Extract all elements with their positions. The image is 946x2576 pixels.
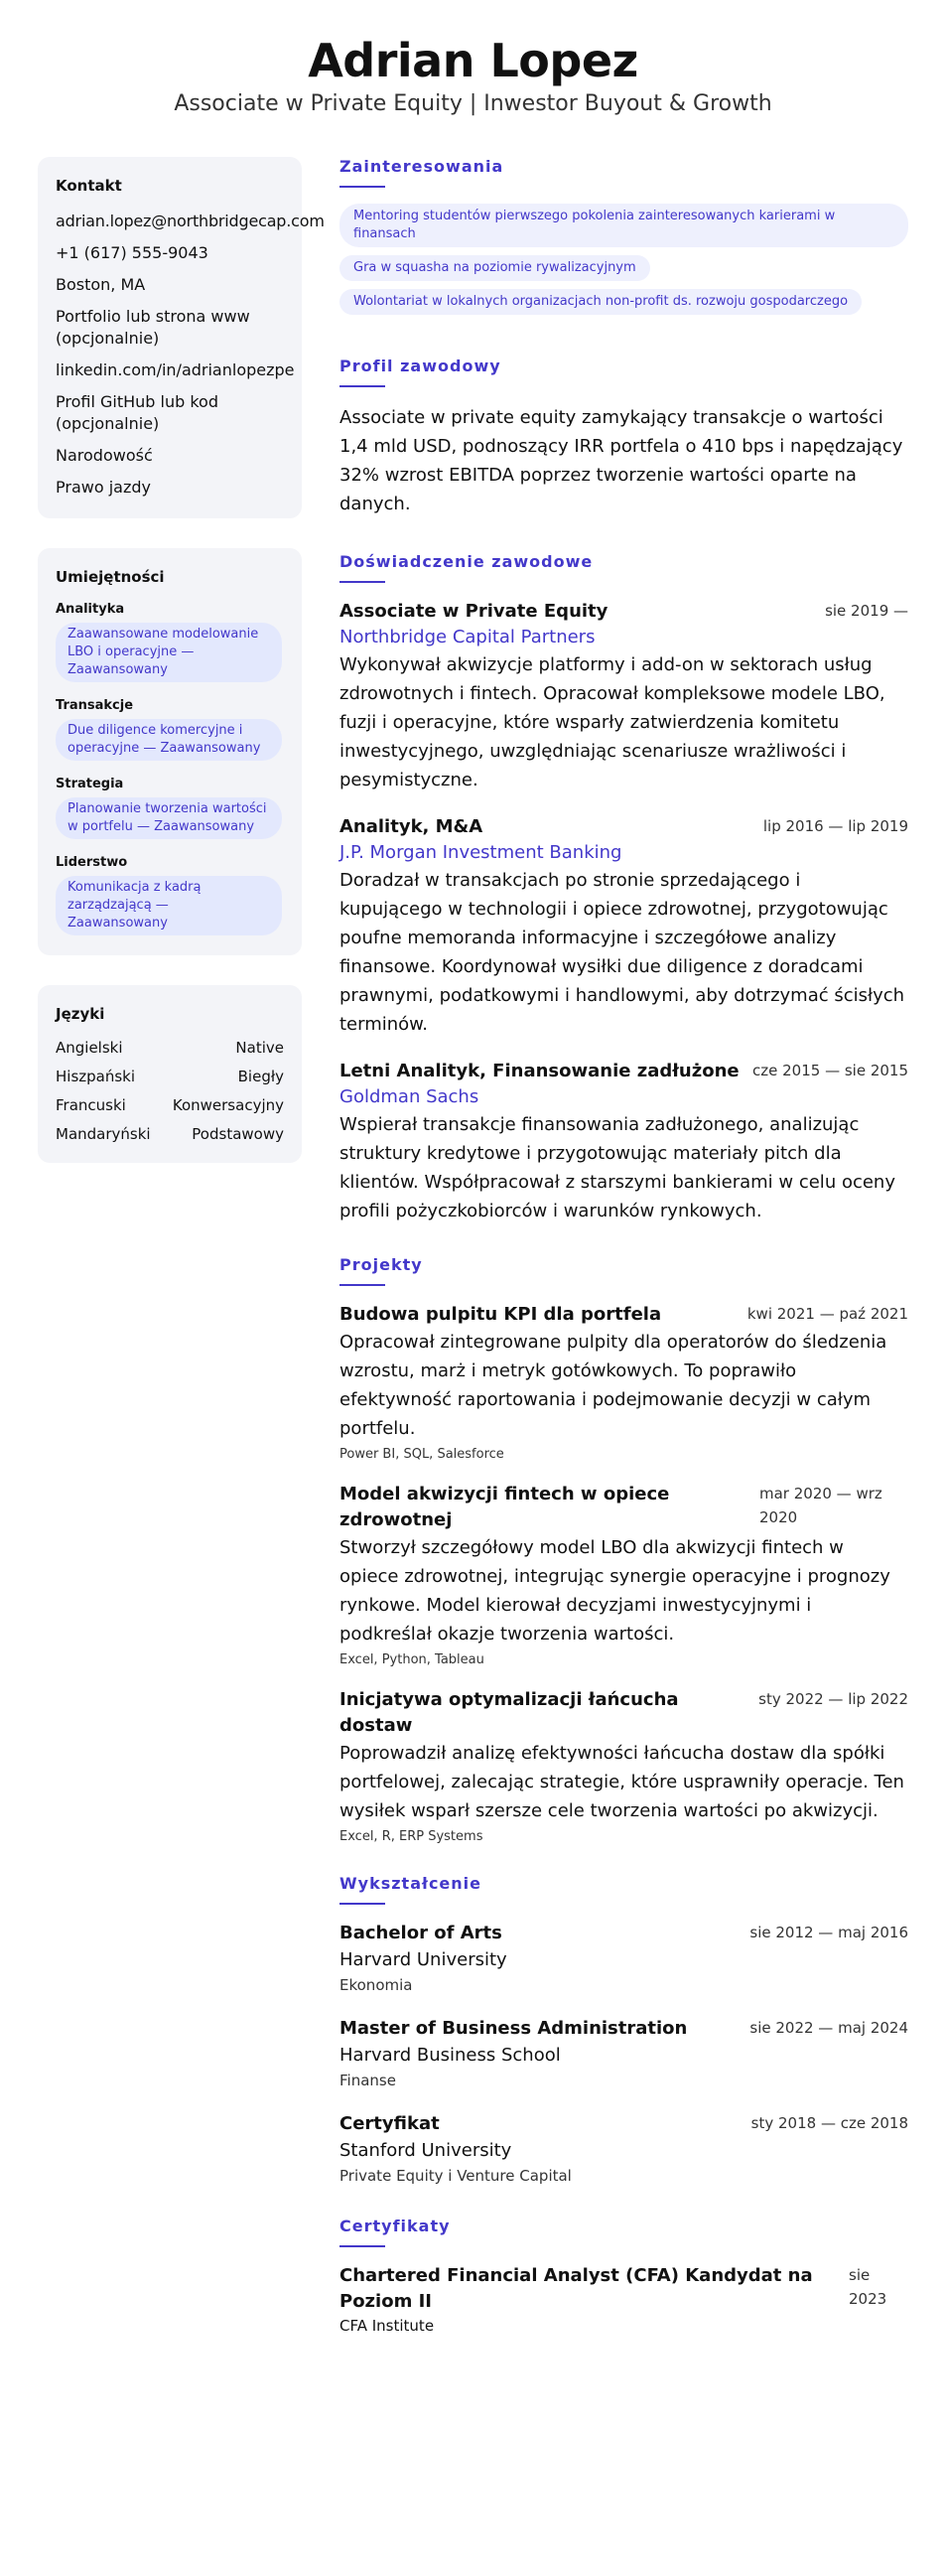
project-title: Budowa pulpitu KPI dla portfela xyxy=(339,1304,662,1325)
project-tech: Excel, R, ERP Systems xyxy=(339,1829,483,1844)
language-row xyxy=(56,1125,284,1143)
contact-email[interactable]: adrian.lopez@northbridgecap.com xyxy=(56,212,325,230)
contact-portfolio: Portfolio lub strona www (opcjonalnie) xyxy=(56,307,250,348)
skill-pill: Planowanie tworzenia wartości w portfelu — Zaawansowany xyxy=(56,797,282,839)
project-description: Stworzył szczegółowy model LBO dla akwizycji fintech w opiece zdrowotnej, integrując synergie operacyjne i prognozy rynkowe. Model kierował decyzjami inwestycyjnymi i podkreślał okazje tworzenia wartości. xyxy=(339,1537,890,1645)
section-title: Zainteresowania xyxy=(339,157,504,176)
candidate-name: Adrian Lopez xyxy=(308,34,638,87)
education-section xyxy=(339,1874,908,2187)
skill-pill: Komunikacja z kadrą zarządzającą — Zaawansowany xyxy=(56,876,282,935)
section-divider xyxy=(339,385,385,387)
section-title: Profil zawodowy xyxy=(339,357,501,375)
languages-card xyxy=(38,985,302,1163)
skill-pill: Due diligence komercyjne i operacyjne — Zaawansowany xyxy=(56,719,282,761)
degree-title: Bachelor of Arts xyxy=(339,1923,502,1943)
candidate-headline: Associate w Private Equity | Inwestor Buyout & Growth xyxy=(174,91,772,116)
language-level: Biegły xyxy=(237,1068,284,1085)
language-level: Konwersacyjny xyxy=(172,1096,284,1114)
skill-group xyxy=(56,698,284,761)
company-name: J.P. Morgan Investment Banking xyxy=(339,842,622,863)
language-name: Francuski xyxy=(56,1096,126,1114)
skills-title: Umiejętności xyxy=(56,568,165,586)
project-date: sty 2022 — lip 2022 xyxy=(758,1690,908,1708)
contact-github: Profil GitHub lub kod (opcjonalnie) xyxy=(56,392,218,433)
job-description: Wykonywał akwizycje platformy i add-on w sektorach usług zdrowotnych i fintech. Opracował kompleksowe modele LBO, fuzji i operacyjne, które wsparły zatwierdzenia komitetu inwestycyjnego, uwzględniając scenariusze wrażliwości i pesymistyczne. xyxy=(339,654,885,790)
field-of-study: Ekonomia xyxy=(339,1976,413,1994)
certification-name: Chartered Financial Analyst (CFA) Kandydat na Poziom II xyxy=(339,2265,813,2312)
contact-nationality: Narodowość xyxy=(56,446,153,465)
section-title: Projekty xyxy=(339,1255,423,1274)
project-date: mar 2020 — wrz 2020 xyxy=(759,1485,882,1526)
profile-section xyxy=(339,357,908,518)
project-tech: Excel, Python, Tableau xyxy=(339,1652,484,1667)
section-divider xyxy=(339,2245,385,2247)
project-entry xyxy=(339,1687,908,1844)
project-description: Poprowadził analizę efektywności łańcucha dostaw dla spółki portfelowej, zalecając strategie, które usprawniły operacje. Ten wysiłek wsparł szersze cele tworzenia wartości po akwizycji. xyxy=(339,1743,904,1821)
education-date: sie 2022 — maj 2024 xyxy=(749,2019,908,2037)
skill-category: Strategia xyxy=(56,777,124,791)
experience-section xyxy=(339,552,908,1225)
project-entry xyxy=(339,1482,908,1667)
job-description: Doradzał w transakcjach po stronie sprzedającego i kupującego w technologii i opiece zdrowotnej, przygotowując poufne memoranda informacyjne i szczegółowe analizy finansowe. Koordynował wysiłki due diligence z doradcami prawnymi, podatkowymi i handlowymi, aby dotrzymać ścisłych terminów. xyxy=(339,870,905,1035)
project-entry xyxy=(339,1302,908,1462)
language-row xyxy=(56,1096,284,1114)
resume-header xyxy=(0,0,946,116)
languages-title: Języki xyxy=(56,1005,105,1023)
job-title: Analityk, M&A xyxy=(339,816,483,837)
contact-license: Prawo jazdy xyxy=(56,478,151,497)
education-entry xyxy=(339,2016,908,2091)
projects-section xyxy=(339,1255,908,1844)
section-divider xyxy=(339,186,385,188)
education-entry xyxy=(339,2111,908,2187)
project-title: Model akwizycji fintech w opiece zdrowotnej xyxy=(339,1484,670,1530)
skill-group xyxy=(56,777,284,839)
project-title: Inicjatywa optymalizacji łańcucha dostaw xyxy=(339,1689,679,1736)
education-date: sie 2012 — maj 2016 xyxy=(749,1924,908,1941)
field-of-study: Private Equity i Venture Capital xyxy=(339,2167,572,2185)
language-name: Mandaryński xyxy=(56,1125,151,1143)
company-name: Northbridge Capital Partners xyxy=(339,627,596,647)
school-name: Stanford University xyxy=(339,2140,512,2161)
skill-category: Liderstwo xyxy=(56,855,128,870)
degree-title: Master of Business Administration xyxy=(339,2018,688,2039)
skills-card xyxy=(38,548,302,955)
certifications-section xyxy=(339,2217,908,2337)
contact-phone[interactable]: +1 (617) 555-9043 xyxy=(56,243,208,262)
section-divider xyxy=(339,581,385,583)
section-title: Certyfikaty xyxy=(339,2217,451,2235)
company-name: Goldman Sachs xyxy=(339,1086,479,1107)
language-row xyxy=(56,1039,284,1057)
school-name: Harvard University xyxy=(339,1949,507,1970)
sidebar xyxy=(38,157,325,2372)
certification-issuer: CFA Institute xyxy=(339,2317,435,2335)
skill-pill: Zaawansowane modelowanie LBO i operacyjne — Zaawansowany xyxy=(56,623,282,682)
section-title: Doświadczenie zawodowe xyxy=(339,552,594,571)
skill-category: Transakcje xyxy=(56,698,134,713)
interest-tag: Mentoring studentów pierwszego pokolenia zainteresowanych karierami w finansach xyxy=(339,204,908,247)
certification-date: sie 2023 xyxy=(849,2266,887,2308)
section-divider xyxy=(339,1903,385,1905)
job-title: Associate w Private Equity xyxy=(339,601,608,622)
interest-tag: Wolontariat w lokalnych organizacjach non-profit ds. rozwoju gospodarczego xyxy=(339,289,862,315)
language-name: Hiszpański xyxy=(56,1068,136,1085)
field-of-study: Finanse xyxy=(339,2072,396,2089)
skill-group xyxy=(56,855,284,935)
interest-tag: Gra w squasha na poziomie rywalizacyjnym xyxy=(339,255,650,281)
certification-entry xyxy=(339,2263,908,2337)
contact-linkedin[interactable]: linkedin.com/in/adrianlopezpe xyxy=(56,360,295,379)
skill-category: Analityka xyxy=(56,602,125,617)
section-title: Wykształcenie xyxy=(339,1874,481,1893)
degree-title: Certyfikat xyxy=(339,2113,440,2134)
contact-location: Boston, MA xyxy=(56,275,146,294)
job-date: lip 2016 — lip 2019 xyxy=(762,817,908,835)
job-date: cze 2015 — sie 2015 xyxy=(752,1062,908,1079)
profile-summary: Associate w private equity zamykający transakcje o wartości 1,4 mld USD, podnoszący IRR portfela o 410 bps i napędzający 32% wzrost EBITDA poprzez tworzenie wartości oparte na danych. xyxy=(339,407,903,514)
interests-section xyxy=(339,157,908,323)
skill-group xyxy=(56,602,284,682)
section-divider xyxy=(339,1284,385,1286)
contact-title: Kontakt xyxy=(56,177,122,195)
job-date: sie 2019 — xyxy=(825,602,908,620)
language-level: Native xyxy=(235,1039,284,1057)
main-content xyxy=(339,157,908,2372)
experience-entry xyxy=(339,1059,908,1225)
experience-entry xyxy=(339,814,908,1039)
language-row xyxy=(56,1068,284,1085)
job-title: Letni Analityk, Finansowanie zadłużone xyxy=(339,1061,740,1081)
contact-card xyxy=(38,157,325,518)
language-level: Podstawowy xyxy=(192,1125,284,1143)
project-description: Opracował zintegrowane pulpity dla operatorów do śledzenia wzrostu, marż i metryk gotówkowych. To poprawiło efektywność raportowania i podejmowanie decyzji w całym portfelu. xyxy=(339,1332,887,1439)
project-tech: Power BI, SQL, Salesforce xyxy=(339,1447,504,1462)
school-name: Harvard Business School xyxy=(339,2045,561,2066)
education-date: sty 2018 — cze 2018 xyxy=(750,2114,908,2132)
resume-layout xyxy=(38,157,908,2372)
job-description: Wspierał transakcje finansowania zadłużonego, analizując struktury kredytowe i przygotowując materiały pitch dla klientów. Współpracował z starszymi bankierami w celu oceny profili pożyczkobiorców i warunków rynkowych. xyxy=(339,1114,895,1221)
experience-entry xyxy=(339,599,908,794)
project-date: kwi 2021 — paź 2021 xyxy=(746,1305,908,1323)
language-name: Angielski xyxy=(56,1039,123,1057)
education-entry xyxy=(339,1921,908,1996)
